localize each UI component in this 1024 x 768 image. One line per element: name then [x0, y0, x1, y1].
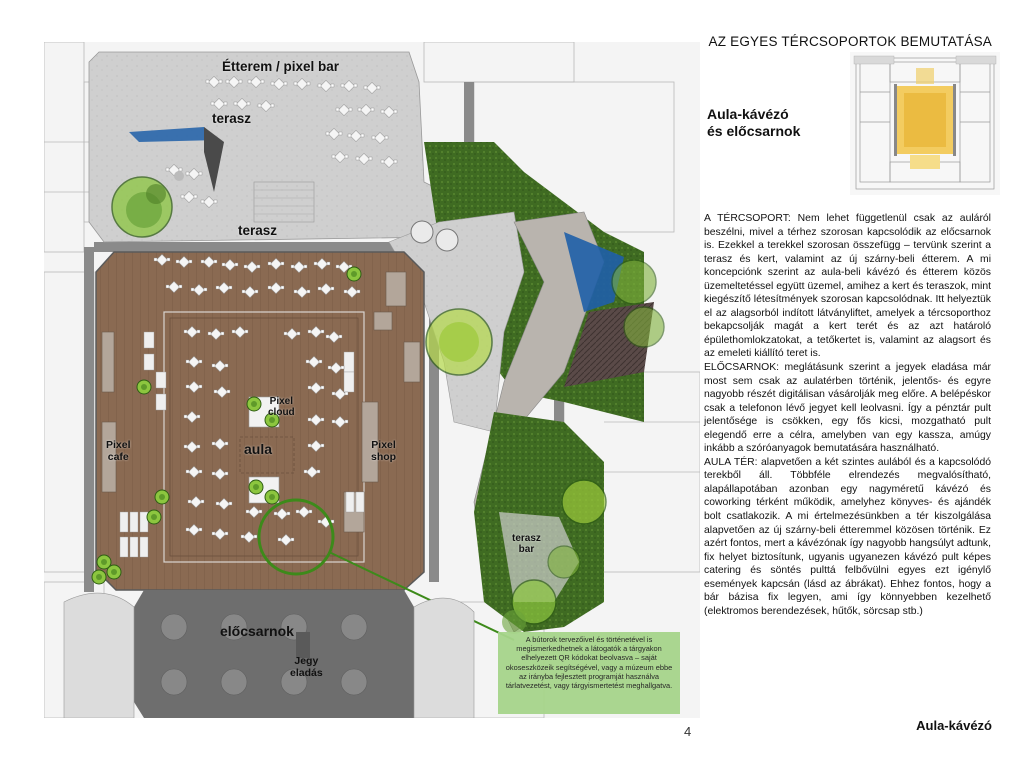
label-pixel-shop	[371, 440, 396, 463]
label-terrace-bar-line2: bar	[518, 544, 535, 555]
paragraph-aula-ter: AULA TÉR: alapvetően a két szintes aulából és a kapcsolódó terekből áll. Többféle elrendezés megvalósítható, alapállapotában azonban egy nagyméretű kávézó és coworking térként működik, amelyhez könyves- és ajándék bolt csatlakozik. A mi értelmezésünkben a tér kiszolgálása alapvetően az új szárny-beli étteremmel közösen történik. Ez azért fontos, mert a kávézónak így nagyobb hangsúlyt adtunk, fix helyet biztosítunk, ugyanis ugyanezen kávézó pult képes catering és söntés pulttá felbővülni egyes ezt igénylő események kapcsán (lásd az ábrákat). Ehhez fontos, hogy a bár bázisa fix legyen, ami így könnyebben kezelhető (elektromos berendezések, hűtők, sörcsap stb.)	[704, 456, 991, 617]
label-pixel-cafe-line2: cafe	[107, 450, 129, 463]
floor-plan-drawing	[44, 42, 700, 718]
section-heading	[707, 106, 857, 140]
page-title: AZ EGYES TÉRCSOPORTOK BEMUTATÁSA	[708, 34, 992, 49]
site-thumbnail	[850, 52, 1000, 195]
label-pixel-cafe	[106, 440, 131, 463]
label-pixel-cloud-line2: cloud	[268, 407, 295, 418]
footer-label: Aula-kávézó	[916, 718, 992, 733]
label-pixel-shop-line1: Pixel	[371, 439, 396, 451]
label-pixel-cloud	[268, 396, 295, 418]
label-ticket-line2: eladás	[290, 666, 323, 679]
label-ticket	[290, 656, 323, 679]
qr-note: A bútorok tervezőivel és történetével is megismerkedhetnek a látogatók a tárgyakon elhelyezett QR kódokat beolvasva – saját okoseszközeik segítségével, vagy a múzeum ebbe az irányba fejlesztett programját használva tárlatvezetést, vagy tárgyismertetést meghallgatva.	[498, 632, 680, 714]
label-pixel-cafe-line1: Pixel	[106, 439, 131, 451]
label-restaurant: Étterem / pixel bar	[222, 59, 340, 74]
label-aula: aula	[244, 441, 273, 457]
body-text	[704, 212, 991, 618]
label-terrace-bar-line1: terasz	[512, 533, 541, 544]
label-terrace-top: terasz	[212, 111, 252, 126]
label-terrace-bar	[512, 533, 541, 555]
site-thumbnail-drawing	[850, 52, 1000, 195]
label-terrace-mid: terasz	[238, 223, 278, 238]
paragraph-elocsarnok: ELŐCSARNOK: meglátásunk szerint a jegyek eladása már most sem csak az aulatérben történik, jelentős- és egyre nagyobb részét digitálisan vásárolják meg előre. A belépéskor csak a telefonon lévő jegyet kell leolvasni. Így a pénztár pult jelentősége is csökken, egy fős kicsi, mozgatható pult elegendő erre a célra, amelyben van egy kassza, amúgy inkább a szóróanyagok bemutatására használható.	[704, 362, 991, 455]
label-pixel-shop-line2: shop	[371, 450, 397, 463]
paragraph-tercsoport: A TÉRCSOPORT: Nem lehet függetlenül csak az auláról beszélni, mivel a térhez szorosan kapcsolódik az előcsarnok is. Ezekkel a terekkel szorosan összefügg – tervünk szerint a terasz és kert, valamint az új szárny-beli étterem. A mi koncepciónk szerint az aula-beli kávézó és étterem közös üzemeltetéssel együtt üzemel, amihez a kert és teraszok, mint kiegészítő létesítmények szorosan kapcsolódnak. Itt helyeztük el az alagsorból indított látványliftet, amelyek a tércsoporthoz bekapcsolják magát a kert terét és az azt határoló épülethomlokzatokat, a tetőkertet is, valamint az alagsort és az emeleti kiállító teret is.	[704, 213, 991, 360]
section-heading-line1: Aula-kávézó	[707, 106, 789, 122]
page-number: 4	[684, 724, 692, 739]
label-lobby: előcsarnok	[220, 623, 294, 639]
label-pixel-cloud-line1: Pixel	[269, 396, 294, 407]
label-ticket-line1: Jegy	[294, 655, 319, 667]
floor-plan	[44, 42, 700, 718]
section-heading-line2: és előcsarnok	[707, 123, 801, 139]
